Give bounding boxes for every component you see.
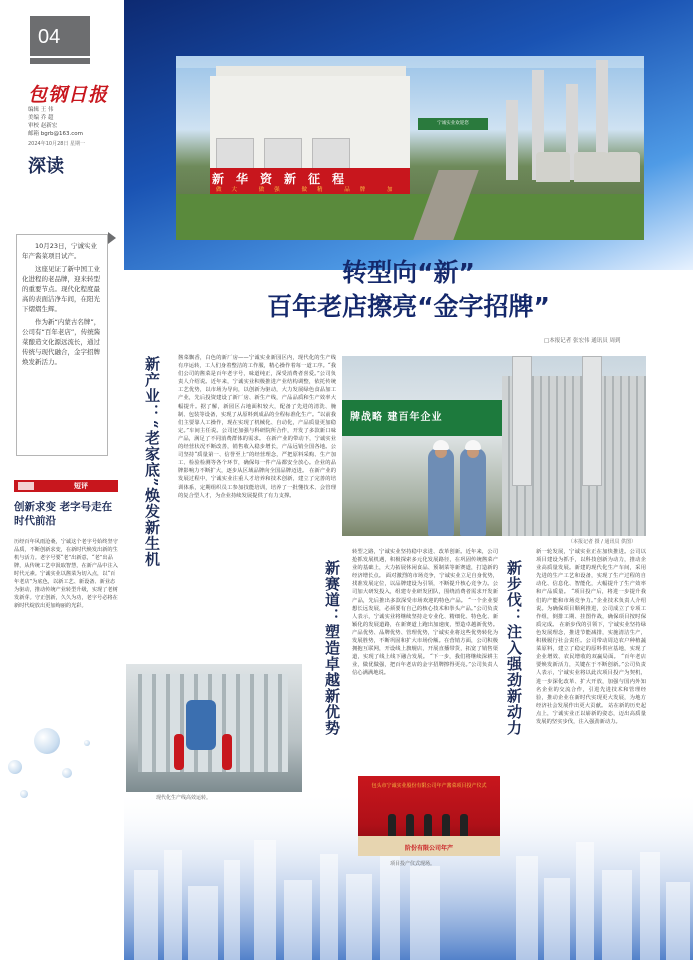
page-number-tab <box>30 16 90 64</box>
cooling-unit <box>216 138 254 170</box>
cooling-unit <box>312 138 350 170</box>
ceremony-banner: 包头市宁诚实业股份有限公司年产酱菜项目投产仪式 <box>371 783 487 789</box>
strategy-billboard: 牌战略 建百年企业 <box>342 400 502 436</box>
helmet-icon <box>465 440 481 450</box>
attendee-figure <box>424 814 432 836</box>
attendee-figure <box>406 814 414 836</box>
storage-tank <box>606 152 640 182</box>
process-tower <box>582 356 602 486</box>
photo-caption: 现代化生产线高效运转。 <box>156 795 212 801</box>
hero-slogan-sub: 做大 做强 做精 品牌 加 <box>216 187 403 193</box>
tag-mark-icon <box>18 482 34 490</box>
subhead-new-industry: 新产业：“老家底”焕发新生机 <box>143 356 161 568</box>
tab-underline <box>30 56 90 58</box>
production-line-photo <box>126 664 302 792</box>
commentary-body: 历经百年风雨沧桑，宁诚这个老字号始终坚守品质，不断创新求变，在新时代焕发出新的生机与活力。老字号要“老”出新意，“老”出品牌，从传统工艺中汲取智慧，在新产品中注入时代元素。宁诚实业以酱菜为切入点，以“百年老店”为底色，以新工艺、新设备、新业态为驱动，推动传统产业转型升级，实现了老树发新芽。守正创新，久久为功，老字号必将在新时代绽放出更加绚丽的光彩。 <box>14 539 118 609</box>
storage-tank <box>574 152 608 182</box>
welcome-banner: 宁诚实业欢迎您 <box>418 118 488 130</box>
intro-summary-box <box>16 234 108 456</box>
attendee-figure <box>442 814 450 836</box>
intro-paragraph: 10月23日，宁诚实业年产酱菜项目试产。 <box>22 242 98 260</box>
headline-line-2: 百年老店擦亮“金字招牌” <box>267 292 550 321</box>
ceremony-photo <box>358 776 500 856</box>
bubble-icon <box>20 790 28 798</box>
attendee-figure <box>388 814 396 836</box>
commentary-tag-bar <box>14 480 118 492</box>
intro-paragraph: 作为新“内蒙古名牌”，公司有“百年老店”，传统酱菜酿造文化源远流长，通过传统与现代融合，金字招牌焕发新活力。 <box>22 318 101 366</box>
staff-line: 美编 乔 超 <box>28 115 54 121</box>
main-headline <box>124 256 693 324</box>
hero-slogan: 新华资新征程 <box>212 172 357 186</box>
headline-line-1: 转型向“新” <box>342 258 475 287</box>
attendee-figure <box>460 814 468 836</box>
subhead-new-pace: 新步伐：注入强劲新动力 <box>505 560 523 736</box>
byline: □本报记者 张宏伟 通讯员 周到 <box>544 338 621 344</box>
article-column-1: 酱菜飘香，白色的新厂房——宁诚实业新园区内，现代化的生产线有序运转，工人们身着整洁的工作服，精心操作着每一道工序。“我们公司的酱菜是百年老字号，味道纯正，深受消费者喜爱。”公司负责人介绍说。近年来，宁诚实业积极推进产业结构调整，依托传统工艺优势，以市场为导向，以创新为驱动，大力发展绿色食品加工产业，先后投资建设了新厂房、新生产线，产品品质和生产效率大幅提升。据了解，新园区占地面积较大，配备了先进的清洗、腌制、包装等设备，实现了从原料到成品的全程标准化生产。“以前我们主要靠人工操作，现在实现了机械化、自动化，产品质量更加稳定。”车间主任说。公司还加强与科研院所合作，开发了多款新口味产品，满足了不同消费群体的需求。 在新产业的带动下，宁诚实业的经营状况不断改善，销售收入稳步增长，产品远销全国各地。公司坚持“质量第一、信誉至上”的经营理念，严把原料采购、生产加工、检验检测等各个环节，确保每一件产品都安全放心。企业的品牌影响力不断扩大，逐步从区域品牌向全国品牌迈进。 在新产业的发展过程中，宁诚实业注重人才培养和技术创新，建立了完善的培训体系，定期组织员工参加技能培训，培养了一批懂技术、会管理的复合型人才，为企业持续发展提供了有力支撑。 <box>178 355 336 499</box>
staff-line: 邮箱 bgrb@163.com <box>28 131 83 137</box>
left-column <box>0 0 124 960</box>
article-column-3: 新一轮发展，宁诚实业正在加快推进。公司以项目建设为抓手，以科技创新为动力，推动企业高质量发展。新建的现代化生产车间，采用先进的生产工艺和设备，实现了生产过程的自动化、信息化、智能化，大幅提升了生产效率和产品质量。 “项目投产后，将进一步提升我们的产能和市场竞争力。”企业技术负责人介绍说。为确保项目顺利推进，公司成立了专项工作组，倒排工期、挂图作战，确保项目按时保质完成。 在新步伐的引领下，宁诚实业坚持绿色发展理念，推进节能减排，实施清洁生产，积极履行社会责任。公司带动周边农户种植蔬菜原料，建立了稳定的原料供应基地，实现了企业增效、农民增收的双赢局面。 “百年老店要焕发新活力，关键在于不断创新。”公司负责人表示，宁诚实业将以此次项目投产为契机，进一步深化改革、扩大开放，加强与国内外知名企业的交流合作，引进先进技术和管理经验，推动企业在新时代实现更大发展，为地方经济社会发展作出更大贡献。 站在新的历史起点上，宁诚实业正以崭新的姿态，迈出高质量发展的坚实步伐，注入强劲新动力。 <box>536 549 646 725</box>
article-column-2: 转型之路，宁诚实业坚持稳中求进、改革创新。近年来，公司抢抓发展机遇，积极探索多元化发展路径，在巩固传统酱菜产业的基础上，大力拓展休闲食品、预制菜等新赛道，打造新的经济增长点。 面对激烈的市场竞争，宁诚实业立足自身优势，找准发展定位，以品牌建设为引领，不断提升核心竞争力。公司加大研发投入，组建专业研发团队，围绕消费者需求开发新产品，先后推出多款深受市场欢迎的特色产品。 “一个企业要想长远发展，必须要有自己的核心技术和拳头产品。”公司负责人表示，宁诚实业将继续坚持走专业化、精细化、特色化、新颖化的发展道路，在新赛道上跑出加速度，塑造卓越新优势。 产品优势、品牌优势、管理优势，宁诚实业将这些优势转化为发展胜势，不断巩固和扩大市场份额。在营销方面，公司积极拥抱互联网，开设线上旗舰店，开展直播带货，拓宽了销售渠道，实现了线上线下融合发展。 “下一步，我们将继续深耕主业，做优做强，把百年老店的金字招牌擦得更亮。”公司负责人信心满满地说。 <box>352 549 498 677</box>
process-tower <box>512 356 532 486</box>
photo-caption: 项目投产仪式现场。 <box>390 861 436 867</box>
photo-caption: （本报记者 摄 / 通讯员 供图） <box>568 539 637 545</box>
workers-photo <box>342 356 646 536</box>
decorative-bubbles <box>0 720 124 960</box>
bubble-icon <box>34 728 60 754</box>
intro-pointer-icon <box>108 232 116 244</box>
bubble-icon <box>62 768 72 778</box>
worker-figure <box>460 448 486 536</box>
hero-factory-photo <box>176 56 644 240</box>
bubble-icon <box>84 740 90 746</box>
storage-tank <box>536 152 570 182</box>
intro-paragraph: 这座见证了新中国工业化进程的老品牌，迎来转型的重要节点。现代化程度最高的表面洁净车间，在阳光下熠熠生辉。 <box>22 265 100 313</box>
commentary-tag-label: 短评 <box>74 482 88 490</box>
staff-line: 编辑 王 伟 <box>28 107 54 113</box>
helmet-icon <box>433 440 449 450</box>
masthead-logo: 包钢日报 <box>28 84 109 106</box>
cooling-unit <box>264 138 302 170</box>
blue-vessel <box>186 700 216 750</box>
page-number: 04 <box>38 26 61 48</box>
section-name: 深读 <box>28 156 64 177</box>
staff-credits <box>28 106 118 138</box>
issue-date: 2024年10月28日 星期一 <box>28 141 86 147</box>
worker-figure <box>222 734 232 770</box>
lawn <box>176 194 644 240</box>
chimney <box>506 100 518 180</box>
staff-line: 审校 赵新宏 <box>28 123 58 129</box>
worker-figure <box>174 734 184 770</box>
stage-sign: 阶份有限公司年产 <box>404 845 453 852</box>
commentary-title: 创新求变 老字号走在时代前沿 <box>14 501 113 527</box>
bubble-icon <box>8 760 22 774</box>
worker-figure <box>428 448 454 536</box>
subhead-new-track: 新赛道：塑造卓越新优势 <box>323 560 341 736</box>
